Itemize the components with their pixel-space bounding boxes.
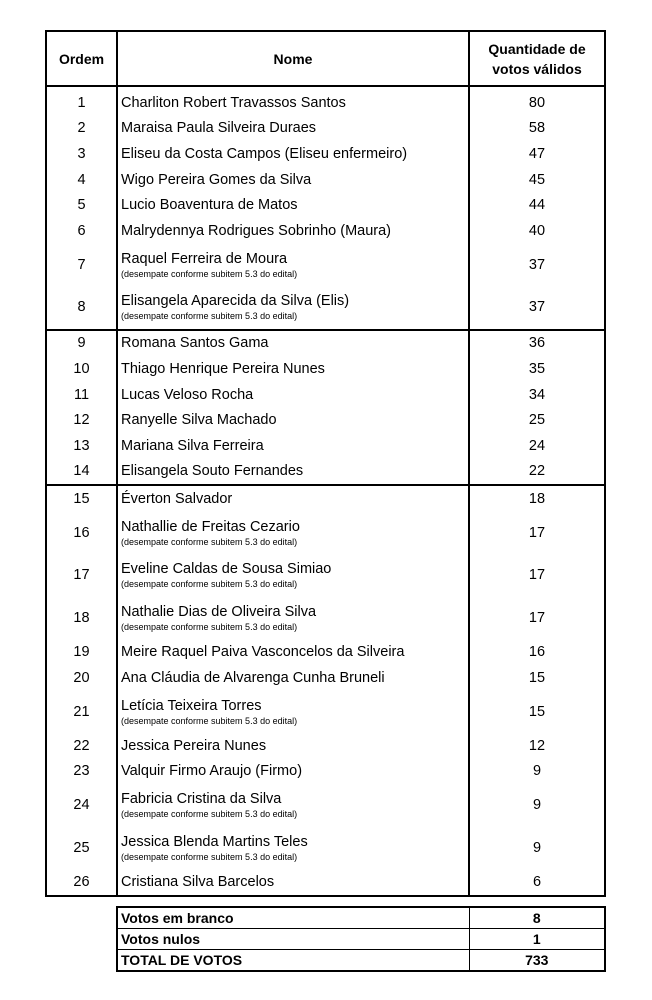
- cell-votos: 12: [469, 733, 605, 759]
- table-row: [46, 597, 605, 640]
- candidate-name: Nathallie de Freitas Cezario: [121, 518, 300, 535]
- table-row: [46, 554, 605, 597]
- cell-nome: [117, 167, 469, 193]
- cell-nome: [117, 192, 469, 218]
- cell-votos: 9: [469, 827, 605, 870]
- candidate-name: Wigo Pereira Gomes da Silva: [121, 171, 312, 188]
- cell-ordem: 10: [46, 356, 117, 382]
- cell-ordem: 15: [46, 485, 117, 512]
- cell-ordem: 18: [46, 597, 117, 640]
- candidate-name: Ranyelle Silva Machado: [121, 412, 277, 429]
- cell-ordem: 16: [46, 512, 117, 555]
- candidate-name: Romana Santos Gama: [121, 335, 269, 352]
- header-row: [46, 31, 605, 86]
- candidate-name: Lucio Boaventura de Matos: [121, 197, 298, 214]
- cell-nome: [117, 330, 469, 357]
- candidate-name: Maraisa Paula Silveira Duraes: [121, 120, 317, 137]
- cell-nome: [117, 407, 469, 433]
- cell-ordem: 2: [46, 116, 117, 142]
- cell-nome: [117, 512, 469, 555]
- cell-ordem: 13: [46, 433, 117, 459]
- cell-ordem: 26: [46, 869, 117, 896]
- totals-row-nulos: [117, 929, 605, 950]
- cell-votos: 58: [469, 116, 605, 142]
- cell-ordem: 23: [46, 759, 117, 785]
- cell-ordem: 1: [46, 86, 117, 116]
- table-row: [46, 733, 605, 759]
- cell-votos: 9: [469, 784, 605, 827]
- tiebreak-note: (desempate conforme subitem 5.3 do edital): [121, 536, 298, 547]
- cell-ordem: 22: [46, 733, 117, 759]
- cell-nome: [117, 869, 469, 896]
- tiebreak-note: (desempate conforme subitem 5.3 do edital): [121, 621, 298, 632]
- candidate-name: Raquel Ferreira de Moura: [121, 250, 288, 267]
- cell-ordem: 8: [46, 286, 117, 330]
- tiebreak-note: (desempate conforme subitem 5.3 do edital): [121, 311, 298, 322]
- cell-votos: 15: [469, 665, 605, 691]
- cell-nome: [117, 485, 469, 512]
- table-row: [46, 433, 605, 459]
- candidate-name: Cristiana Silva Barcelos: [121, 873, 275, 890]
- candidate-name: Elisangela Souto Fernandes: [121, 463, 304, 480]
- total-value: 733: [469, 950, 605, 972]
- table-row: [46, 86, 605, 116]
- cell-nome: [117, 759, 469, 785]
- candidate-name: Eliseu da Costa Campos (Eliseu enfermeiro): [121, 145, 408, 162]
- cell-votos: 37: [469, 286, 605, 330]
- candidate-name: Ana Cláudia de Alvarenga Cunha Bruneli: [121, 669, 385, 686]
- cell-votos: 47: [469, 141, 605, 167]
- cell-nome: [117, 382, 469, 408]
- candidate-name: Thiago Henrique Pereira Nunes: [121, 360, 325, 377]
- cell-nome: [117, 784, 469, 827]
- candidate-name: Letícia Teixeira Torres: [121, 697, 262, 714]
- cell-nome: [117, 356, 469, 382]
- brancos-label: Votos em branco: [117, 907, 469, 929]
- header-nome: Nome: [117, 31, 469, 86]
- table-row: [46, 167, 605, 193]
- cell-ordem: 19: [46, 639, 117, 665]
- results-table-body: [46, 86, 605, 896]
- table-row: [46, 244, 605, 287]
- table-row: [46, 286, 605, 330]
- candidate-name: Nathalie Dias de Oliveira Silva: [121, 603, 317, 620]
- nulos-value: 1: [469, 929, 605, 950]
- cell-ordem: 20: [46, 665, 117, 691]
- candidate-name: Malrydennya Rodrigues Sobrinho (Maura): [121, 222, 391, 239]
- candidate-name: Lucas Veloso Rocha: [121, 386, 254, 403]
- cell-votos: 34: [469, 382, 605, 408]
- header-ordem: Ordem: [46, 31, 117, 86]
- table-row: [46, 690, 605, 733]
- tiebreak-note: (desempate conforme subitem 5.3 do edital): [121, 268, 298, 279]
- candidate-name: Eveline Caldas de Sousa Simiao: [121, 561, 332, 578]
- cell-ordem: 5: [46, 192, 117, 218]
- tiebreak-note: (desempate conforme subitem 5.3 do edital): [121, 809, 298, 820]
- cell-ordem: 3: [46, 141, 117, 167]
- results-table-header: [46, 31, 605, 86]
- table-row: [46, 192, 605, 218]
- candidate-name: Jessica Blenda Martins Teles: [121, 833, 308, 850]
- candidate-name: Charliton Robert Travassos Santos: [121, 94, 346, 111]
- table-row: [46, 382, 605, 408]
- table-row: [46, 869, 605, 896]
- cell-ordem: 17: [46, 554, 117, 597]
- table-row: [46, 330, 605, 357]
- cell-votos: 18: [469, 485, 605, 512]
- cell-nome: [117, 733, 469, 759]
- table-row: [46, 512, 605, 555]
- cell-votos: 37: [469, 244, 605, 287]
- total-label: TOTAL DE VOTOS: [117, 950, 469, 972]
- cell-ordem: 14: [46, 459, 117, 486]
- cell-votos: 44: [469, 192, 605, 218]
- table-row: [46, 827, 605, 870]
- cell-votos: 40: [469, 218, 605, 244]
- cell-votos: 80: [469, 86, 605, 116]
- table-row: [46, 116, 605, 142]
- cell-nome: [117, 827, 469, 870]
- table-row: [46, 407, 605, 433]
- cell-ordem: 11: [46, 382, 117, 408]
- cell-ordem: 6: [46, 218, 117, 244]
- candidate-name: Jessica Pereira Nunes: [121, 737, 267, 754]
- cell-nome: [117, 459, 469, 486]
- cell-ordem: 25: [46, 827, 117, 870]
- cell-votos: 24: [469, 433, 605, 459]
- table-row: [46, 639, 605, 665]
- totals-row-total: [117, 950, 605, 972]
- header-votos: [469, 31, 605, 86]
- cell-votos: 17: [469, 554, 605, 597]
- table-row: [46, 759, 605, 785]
- candidate-name: Valquir Firmo Araujo (Firmo): [121, 763, 303, 780]
- cell-nome: [117, 597, 469, 640]
- candidate-name: Éverton Salvador: [121, 490, 233, 507]
- table-row: [46, 141, 605, 167]
- cell-nome: [117, 86, 469, 116]
- cell-ordem: 7: [46, 244, 117, 287]
- table-row: [46, 784, 605, 827]
- cell-votos: 6: [469, 869, 605, 896]
- candidate-name: Fabricia Cristina da Silva: [121, 791, 282, 808]
- cell-nome: [117, 116, 469, 142]
- candidate-name: Elisangela Aparecida da Silva (Elis): [121, 293, 350, 310]
- cell-votos: 16: [469, 639, 605, 665]
- tiebreak-note: (desempate conforme subitem 5.3 do edital): [121, 579, 298, 590]
- cell-nome: [117, 433, 469, 459]
- cell-votos: 36: [469, 330, 605, 357]
- cell-nome: [117, 639, 469, 665]
- table-row: [46, 459, 605, 486]
- cell-votos: 15: [469, 690, 605, 733]
- cell-nome: [117, 665, 469, 691]
- tiebreak-note: (desempate conforme subitem 5.3 do edital): [121, 715, 298, 726]
- cell-nome: [117, 286, 469, 330]
- candidate-name: Meire Raquel Paiva Vasconcelos da Silveira: [121, 644, 405, 661]
- cell-nome: [117, 554, 469, 597]
- cell-votos: 45: [469, 167, 605, 193]
- table-row: [46, 665, 605, 691]
- cell-votos: 25: [469, 407, 605, 433]
- cell-votos: 9: [469, 759, 605, 785]
- header-votos-line2: votos válidos: [492, 60, 582, 77]
- cell-ordem: 12: [46, 407, 117, 433]
- results-table: [45, 30, 606, 897]
- candidate-name: Mariana Silva Ferreira: [121, 437, 264, 454]
- table-row: [46, 485, 605, 512]
- cell-votos: 17: [469, 512, 605, 555]
- table-row: [46, 218, 605, 244]
- table-row: [46, 356, 605, 382]
- brancos-value: 8: [469, 907, 605, 929]
- nulos-label: Votos nulos: [117, 929, 469, 950]
- cell-nome: [117, 141, 469, 167]
- cell-votos: 17: [469, 597, 605, 640]
- cell-votos: 35: [469, 356, 605, 382]
- cell-ordem: 4: [46, 167, 117, 193]
- totals-row-brancos: [117, 907, 605, 929]
- cell-votos: 22: [469, 459, 605, 486]
- cell-ordem: 24: [46, 784, 117, 827]
- cell-nome: [117, 244, 469, 287]
- header-votos-line1: Quantidade de: [488, 40, 586, 57]
- cell-ordem: 9: [46, 330, 117, 357]
- totals-table: [116, 906, 606, 972]
- tiebreak-note: (desempate conforme subitem 5.3 do edital): [121, 851, 298, 862]
- cell-nome: [117, 690, 469, 733]
- cell-ordem: 21: [46, 690, 117, 733]
- cell-nome: [117, 218, 469, 244]
